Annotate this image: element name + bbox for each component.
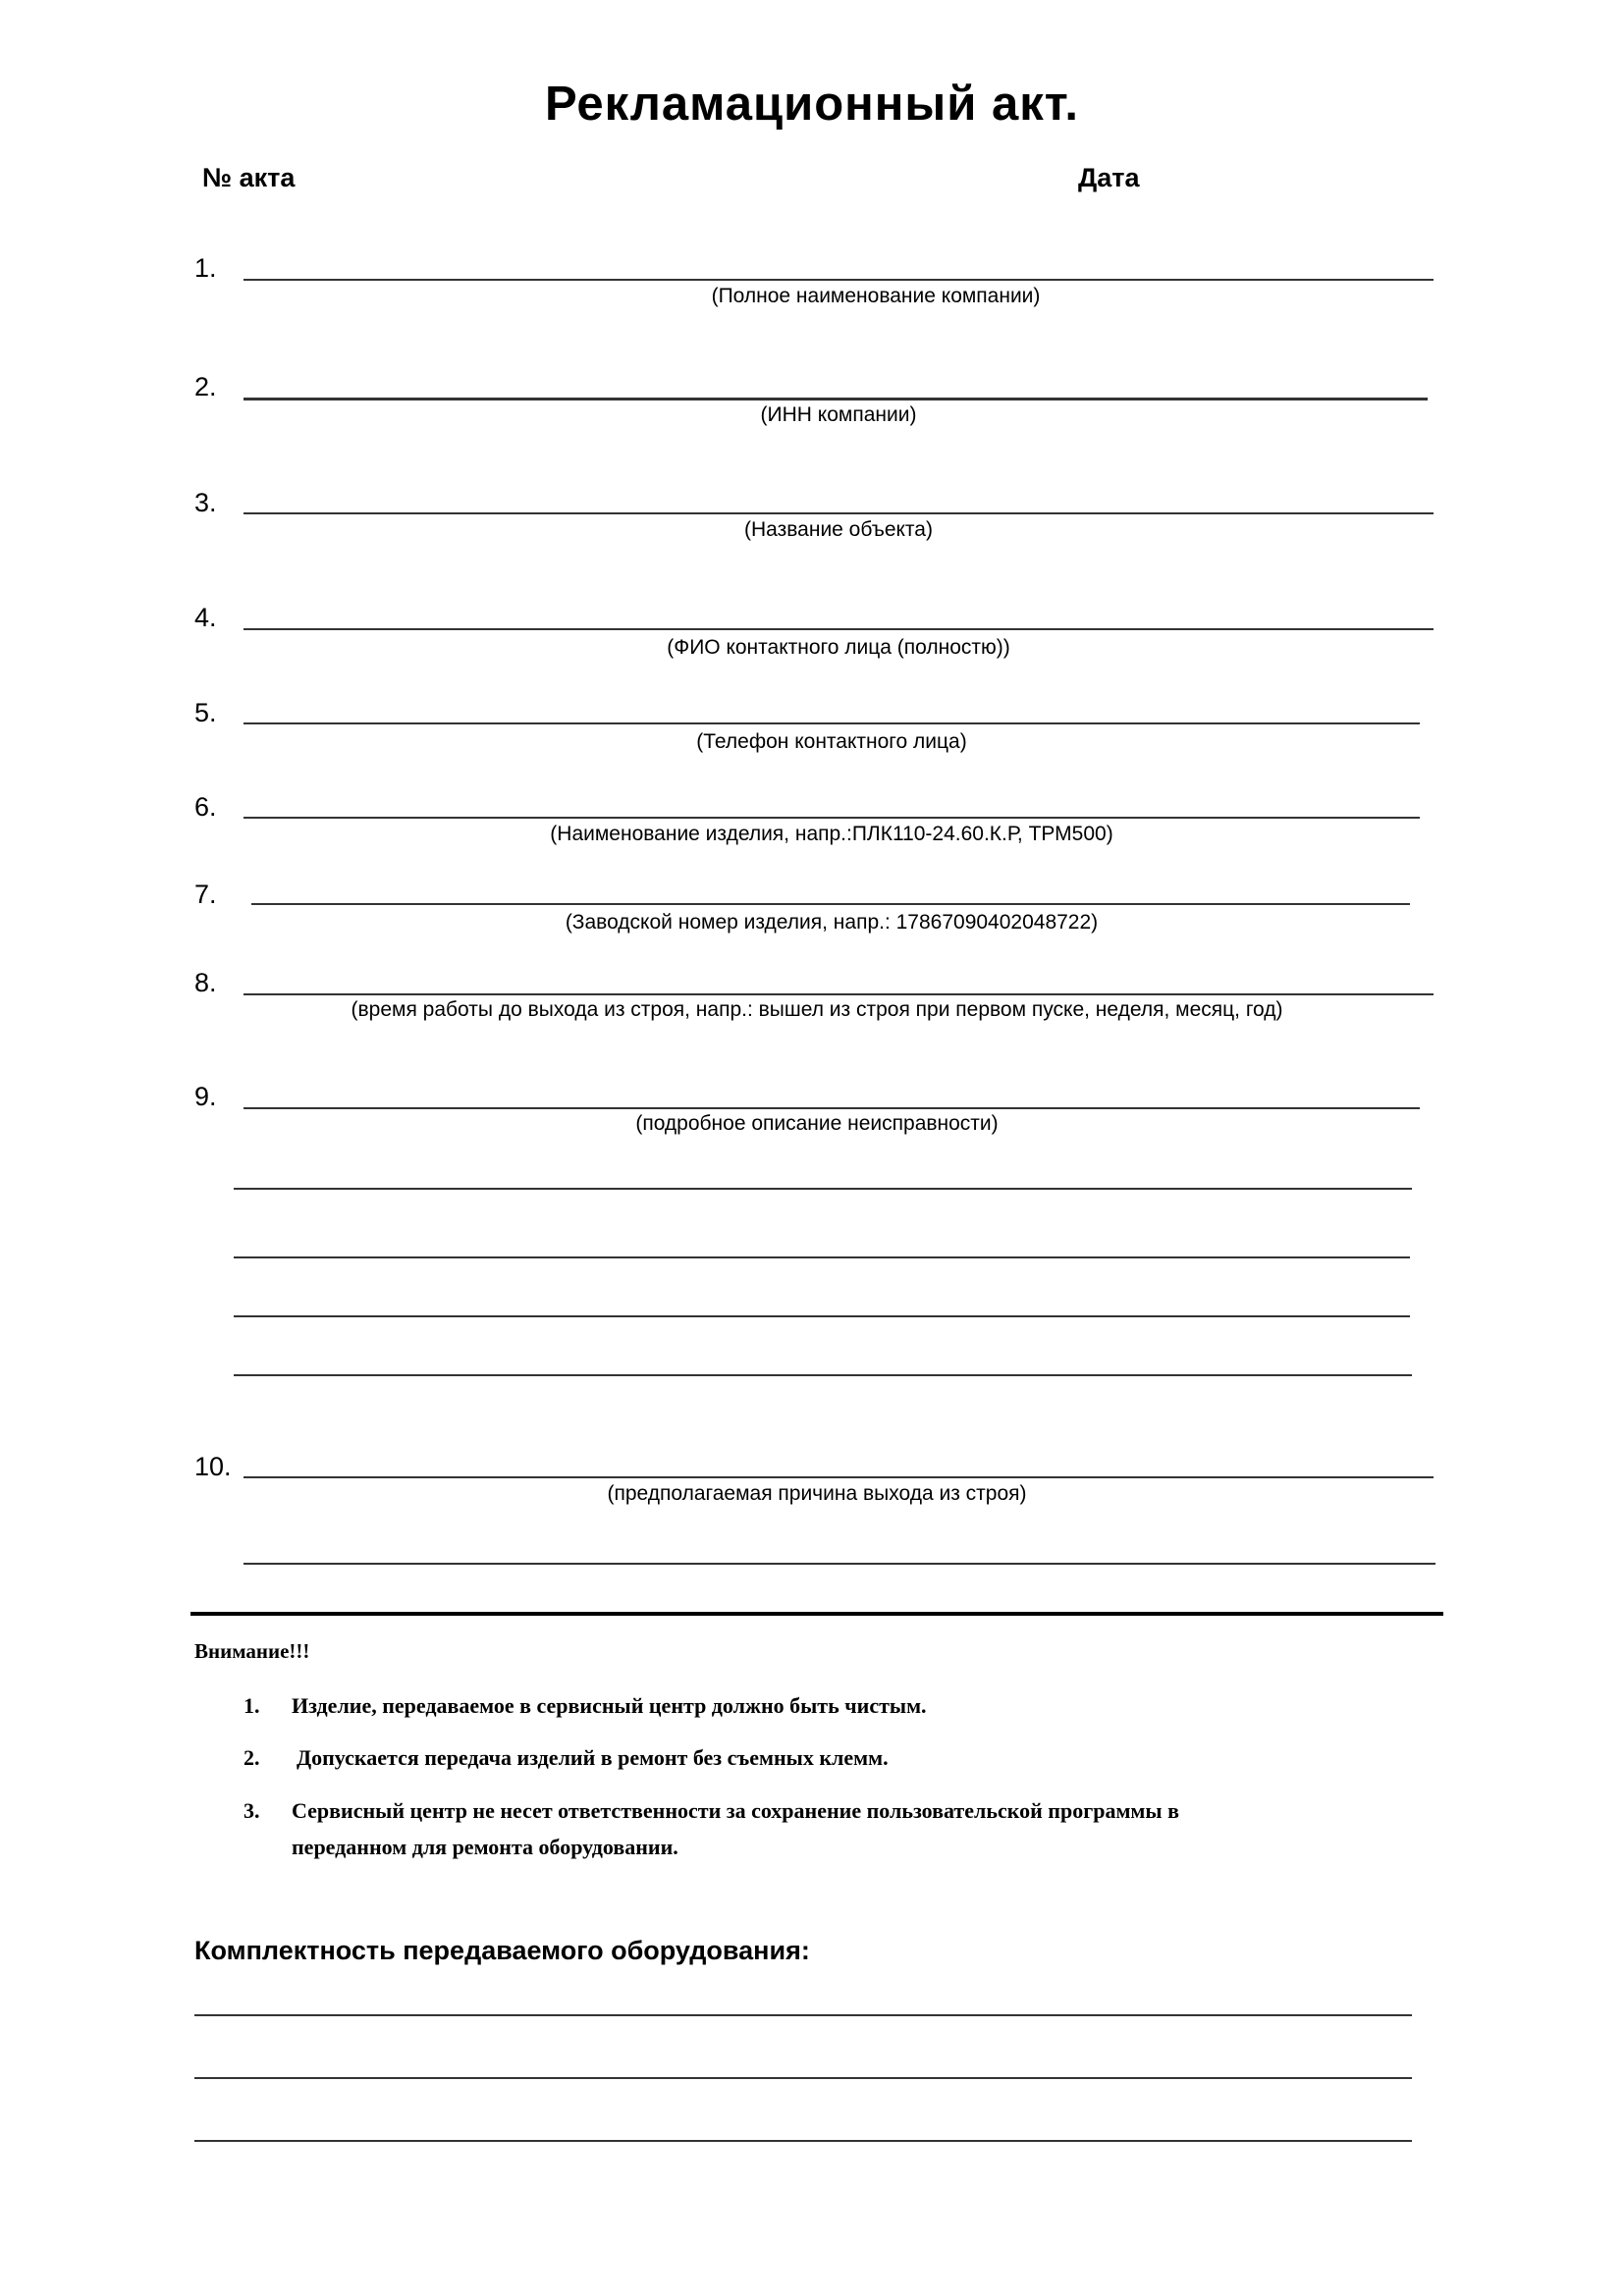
field-caption: (ФИО контактного лица (полностю)) <box>667 636 1010 659</box>
act-number-label: № акта <box>202 163 296 192</box>
field-number: 10. <box>194 1452 232 1481</box>
serial-number-line[interactable] <box>251 903 1410 905</box>
field-caption: (Телефон контактного лица) <box>696 730 967 753</box>
date-label: Дата <box>1078 163 1140 192</box>
attention-item: Сервисный центр не несет ответственности за сохранение пользовательской программы в <box>292 1798 1179 1823</box>
equipment-line[interactable] <box>194 2077 1412 2079</box>
company-name-line[interactable] <box>244 279 1434 281</box>
fault-description-line[interactable] <box>234 1256 1410 1258</box>
product-name-line[interactable] <box>244 817 1420 819</box>
field-number: 3. <box>194 488 217 517</box>
contact-name-line[interactable] <box>244 628 1434 630</box>
field-caption: (Название объекта) <box>744 518 933 541</box>
section-divider <box>190 1612 1443 1616</box>
equipment-line[interactable] <box>194 2140 1412 2142</box>
contact-phone-line[interactable] <box>244 722 1420 724</box>
field-number: 2. <box>194 372 217 401</box>
field-caption: (ИНН компании) <box>760 403 917 426</box>
attention-item-continued: переданном для ремонта оборудовании. <box>292 1835 678 1859</box>
field-number: 7. <box>194 880 217 909</box>
field-number: 1. <box>194 253 217 283</box>
attention-number: 2. <box>244 1745 260 1770</box>
field-number: 8. <box>194 968 217 997</box>
fault-description-line[interactable] <box>234 1188 1412 1190</box>
field-caption: (предполагаемая причина выхода из строя) <box>607 1482 1027 1505</box>
fault-description-line[interactable] <box>234 1315 1410 1317</box>
field-caption: (подробное описание неисправности) <box>635 1112 999 1135</box>
document-title: Рекламационный акт. <box>544 78 1080 131</box>
equipment-line[interactable] <box>194 2014 1412 2016</box>
field-caption: (Полное наименование компании) <box>711 285 1041 307</box>
attention-number: 3. <box>244 1798 260 1823</box>
attention-title: Внимание!!! <box>194 1639 310 1663</box>
attention-number: 1. <box>244 1693 260 1718</box>
operating-time-line[interactable] <box>244 993 1434 995</box>
field-caption: (время работы до выхода из строя, напр.: вышел из строя при первом пуске, неделя, месяц, год) <box>351 998 1283 1021</box>
object-name-line[interactable] <box>244 512 1434 514</box>
field-caption: (Заводской номер изделия, напр.: 17867090402048722) <box>565 911 1099 934</box>
attention-item: Изделие, передаваемое в сервисный центр должно быть чистым. <box>292 1693 927 1718</box>
equipment-title: Комплектность передаваемого оборудования: <box>194 1936 810 1965</box>
field-number: 5. <box>194 698 217 727</box>
failure-cause-line[interactable] <box>244 1476 1434 1478</box>
field-caption: (Наименование изделия, напр.:ПЛК110-24.60.К.Р, ТРМ500) <box>550 823 1113 845</box>
failure-cause-line[interactable] <box>244 1563 1435 1565</box>
field-number: 9. <box>194 1082 217 1111</box>
fault-description-line[interactable] <box>234 1374 1412 1376</box>
inn-line[interactable] <box>244 398 1428 400</box>
attention-item: Допускается передача изделий в ремонт без съемных клемм. <box>297 1745 889 1770</box>
field-number: 4. <box>194 603 217 632</box>
field-number: 6. <box>194 792 217 822</box>
fault-description-line[interactable] <box>244 1107 1420 1109</box>
